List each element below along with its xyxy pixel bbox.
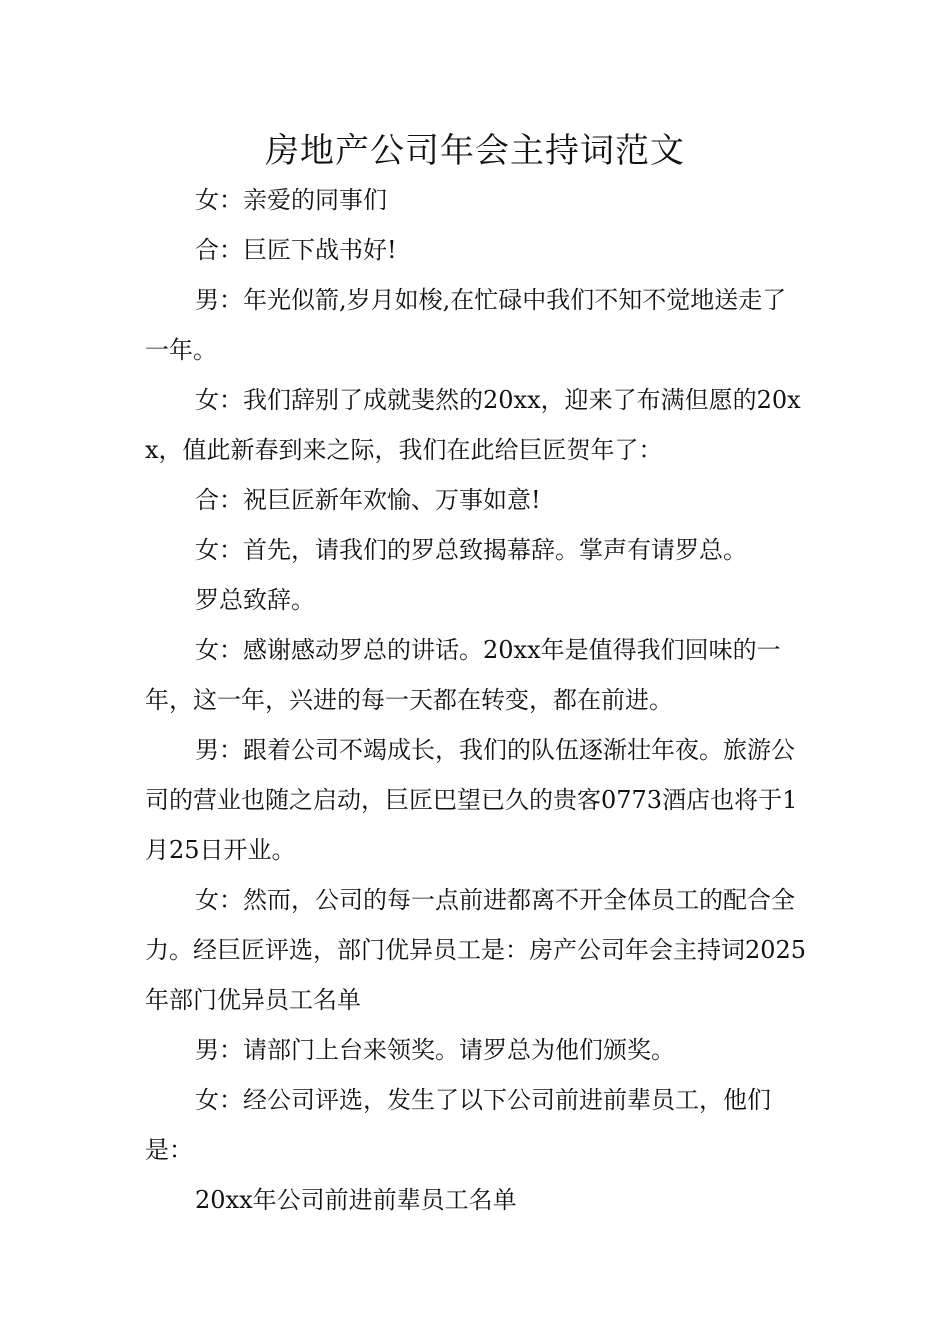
document-title: 房地产公司年会主持词范文 xyxy=(265,131,685,171)
document-body xyxy=(145,175,807,1225)
paragraph: 女：我们辞别了成就斐然的20xx，迎来了布满但愿的20xx，值此新春到来之际，我们在此给巨匠贺年了： xyxy=(145,386,801,464)
paragraph: 女：经公司评选，发生了以下公司前进前辈员工，他们是： xyxy=(145,1086,771,1164)
paragraph: 女：感谢感动罗总的讲话。20xx年是值得我们回味的一年，这一年，兴进的每一天都在转变，都在前进。 xyxy=(145,636,781,714)
paragraph: 女：亲爱的同事们 xyxy=(195,186,387,214)
paragraph: 合：巨匠下战书好! xyxy=(195,236,397,264)
paragraph: 男：请部门上台来领奖。请罗总为他们颁奖。 xyxy=(195,1036,675,1064)
paragraph: 男：跟着公司不竭成长，我们的队伍逐渐壮年夜。旅游公司的营业也随之启动，巨匠巴望已久的贵客0773酒店也将于1月25日开业。 xyxy=(145,736,798,864)
paragraph: 女：然而，公司的每一点前进都离不开全体员工的配合全力。经巨匠评选，部门优异员工是：房产公司年会主持词2025年部门优异员工名单 xyxy=(145,886,807,1014)
paragraph: 罗总致辞。 xyxy=(195,586,315,614)
paragraph: 女：首先，请我们的罗总致揭幕辞。掌声有请罗总。 xyxy=(195,536,747,564)
paragraph: 合：祝巨匠新年欢愉、万事如意! xyxy=(195,486,541,514)
paragraph: 20xx年公司前进前辈员工名单 xyxy=(195,1186,517,1214)
paragraph: 男：年光似箭,岁月如梭,在忙碌中我们不知不觉地送走了一年。 xyxy=(145,286,787,364)
